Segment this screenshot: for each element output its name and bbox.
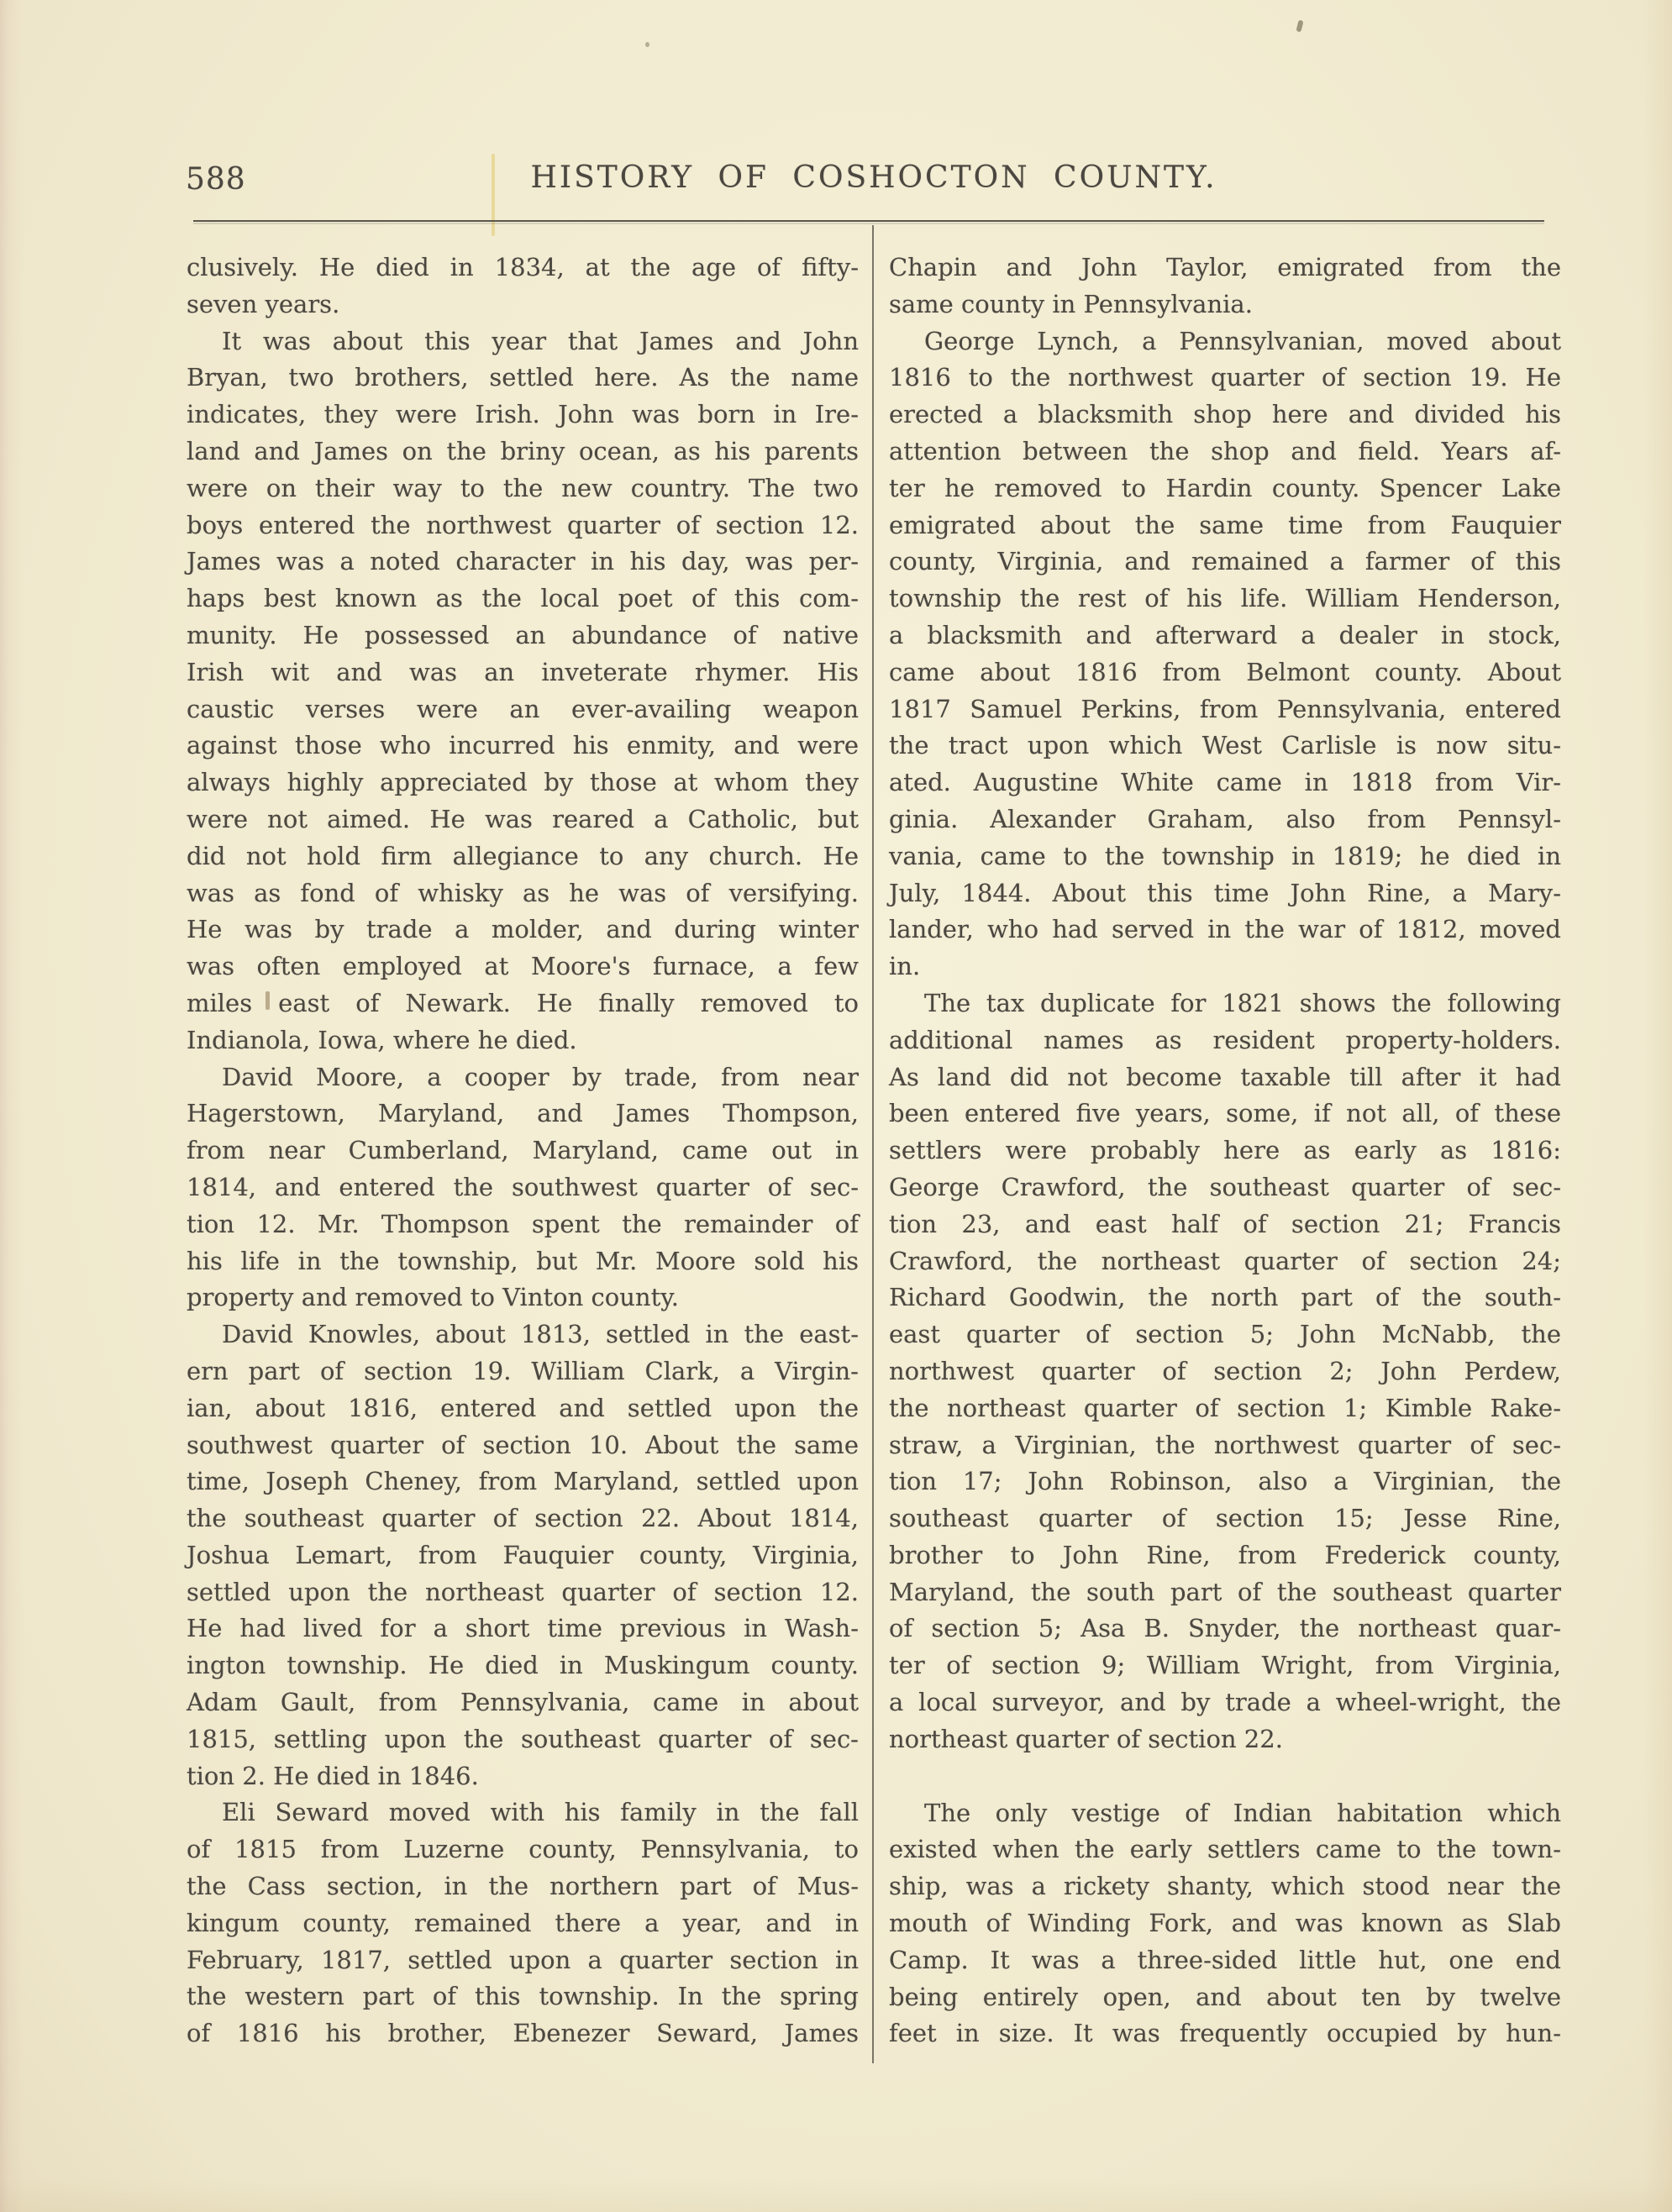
text-line: northeast quarter of section 22. bbox=[889, 1724, 1283, 1753]
text-line: of 1816 his brother, Ebenezer Seward, James bbox=[187, 2019, 859, 2048]
text-line: He had lived for a short time previous in Wash- bbox=[187, 1614, 859, 1643]
text-line: boys entered the northwest quarter of section 12. bbox=[187, 510, 859, 539]
text-line: James was a noted character in his day, was per- bbox=[187, 547, 859, 576]
text-line: 1815, settling upon the southeast quarter of sec- bbox=[187, 1724, 859, 1753]
text-line: ginia. Alexander Graham, also from Pennsyl- bbox=[889, 804, 1561, 833]
text-line: county, Virginia, and remained a farmer of this bbox=[889, 547, 1561, 576]
text-line: was as fond of whisky as he was of versifying. bbox=[187, 878, 859, 907]
text-line: David Knowles, about 1813, settled in the east- bbox=[222, 1320, 859, 1349]
text-line: tion 2. He died in 1846. bbox=[187, 1761, 479, 1790]
text-line: miles east of Newark. He finally removed to bbox=[187, 988, 859, 1017]
text-line: 1816 to the northwest quarter of section 19. He bbox=[889, 363, 1561, 392]
paragraph bbox=[187, 1794, 859, 2052]
text-line: Crawford, the northeast quarter of section 24; bbox=[889, 1246, 1561, 1275]
text-line: a local surveyor, and by trade a wheel-wright, the bbox=[889, 1688, 1561, 1717]
text-line: the southeast quarter of section 22. About 1814, bbox=[187, 1504, 859, 1533]
text-line: ter he removed to Hardin county. Spencer Lake bbox=[889, 473, 1561, 502]
text-line: the Cass section, in the northern part of Mus- bbox=[187, 1872, 859, 1901]
text-line: same county in Pennsylvania. bbox=[889, 289, 1253, 318]
text-line: Richard Goodwin, the north part of the south- bbox=[889, 1283, 1561, 1312]
text-line: The tax duplicate for 1821 shows the following bbox=[924, 988, 1561, 1017]
text-line: Chapin and John Taylor, emigrated from the bbox=[889, 253, 1561, 281]
text-line: George Crawford, the southeast quarter of sec- bbox=[889, 1172, 1561, 1201]
header-rule bbox=[193, 220, 1544, 222]
text-line: southwest quarter of section 10. About the same bbox=[187, 1430, 859, 1459]
paragraph bbox=[889, 250, 1561, 323]
text-line: property and removed to Vinton county. bbox=[187, 1283, 679, 1312]
text-line: As land did not become taxable till after it had bbox=[889, 1062, 1561, 1091]
text-line: 1814, and entered the southwest quarter of sec- bbox=[187, 1172, 859, 1201]
text-line: caustic verses were an ever-availing weapon bbox=[187, 694, 859, 723]
text-line: the northeast quarter of section 1; Kimble Rake- bbox=[889, 1393, 1561, 1422]
text-line: ington township. He died in Muskingum county. bbox=[187, 1651, 859, 1680]
text-line: Camp. It was a three-sided little hut, one end bbox=[889, 1945, 1561, 1974]
text-line: his life in the township, but Mr. Moore sold his bbox=[187, 1246, 859, 1275]
text-line: southeast quarter of section 15; Jesse Rine, bbox=[889, 1504, 1561, 1533]
text-line: George Lynch, a Pennsylvanian, moved about bbox=[924, 326, 1561, 355]
text-line: Maryland, the south part of the southeast quarter bbox=[889, 1577, 1561, 1606]
text-line: did not hold firm allegiance to any church. He bbox=[187, 841, 859, 870]
text-line: ter of section 9; William Wright, from Virginia, bbox=[889, 1651, 1561, 1680]
text-line: indicates, they were Irish. John was born in Ire- bbox=[187, 400, 859, 429]
text-line: Bryan, two brothers, settled here. As the name bbox=[187, 363, 859, 392]
text-line: Adam Gault, from Pennsylvania, came in about bbox=[187, 1688, 859, 1717]
text-line: mouth of Winding Fork, and was known as Slab bbox=[889, 1909, 1561, 1938]
text-line: kingum county, remained there a year, and in bbox=[187, 1908, 859, 1937]
text-line: clusively. He died in 1834, at the age of fifty- bbox=[187, 253, 859, 281]
page-number: 588 bbox=[186, 162, 246, 197]
text-line: tion 17; John Robinson, also a Virginian, the bbox=[889, 1467, 1561, 1496]
paragraph bbox=[187, 1059, 859, 1317]
text-line: township the rest of his life. William Henderson, bbox=[889, 584, 1561, 613]
text-line: munity. He possessed an abundance of native bbox=[187, 620, 859, 649]
text-line: David Moore, a cooper by trade, from near bbox=[222, 1062, 859, 1091]
text-line: against those who incurred his enmity, and were bbox=[187, 731, 859, 760]
text-line: He was by trade a molder, and during winter bbox=[187, 915, 859, 944]
text-line: came about 1816 from Belmont county. About bbox=[889, 657, 1561, 686]
text-line: being entirely open, and about ten by twelve bbox=[889, 1982, 1561, 2011]
text-line: been entered five years, some, if not all, of these bbox=[889, 1099, 1561, 1128]
text-line: feet in size. It was frequently occupied by hun- bbox=[889, 2019, 1561, 2048]
text-line: Eli Seward moved with his family in the fall bbox=[222, 1798, 859, 1827]
right-text-column bbox=[889, 250, 1561, 2052]
text-line: settled upon the northeast quarter of section 12. bbox=[187, 1577, 859, 1606]
paragraph bbox=[187, 323, 859, 1059]
text-line: the western part of this township. In the spring bbox=[187, 1982, 859, 2011]
scan-speck bbox=[1296, 19, 1303, 32]
text-line: Indianola, Iowa, where he died. bbox=[187, 1025, 577, 1054]
text-line: straw, a Virginian, the northwest quarter of sec- bbox=[889, 1430, 1561, 1459]
text-line: lander, who had served in the war of 1812, moved bbox=[889, 915, 1561, 944]
text-line: of section 5; Asa B. Snyder, the northeast quar- bbox=[889, 1614, 1561, 1643]
text-line: July, 1844. About this time John Rine, a Mary- bbox=[889, 878, 1561, 907]
scan-speck bbox=[645, 42, 649, 47]
text-line: time, Joseph Cheney, from Maryland, settled upon bbox=[187, 1467, 859, 1496]
text-line: 1817 Samuel Perkins, from Pennsylvania, entered bbox=[889, 694, 1561, 723]
text-line: emigrated about the same time from Fauquier bbox=[889, 510, 1561, 539]
text-line: was often employed at Moore's furnace, a few bbox=[187, 952, 859, 981]
text-line: additional names as resident property-holders. bbox=[889, 1025, 1561, 1054]
text-line: east quarter of section 5; John McNabb, the bbox=[889, 1320, 1561, 1349]
text-line: The only vestige of Indian habitation which bbox=[924, 1798, 1561, 1827]
text-line: were not aimed. He was reared a Catholic, but bbox=[187, 804, 859, 833]
text-line: ern part of section 19. William Clark, a Virgin- bbox=[187, 1356, 859, 1385]
column-divider bbox=[872, 225, 874, 2063]
text-line: always highly appreciated by those at whom they bbox=[187, 768, 859, 797]
text-line: in. bbox=[889, 952, 921, 981]
text-line: were on their way to the new country. The two bbox=[187, 473, 859, 502]
paragraph bbox=[187, 1316, 859, 1794]
paragraph bbox=[889, 1795, 1561, 2053]
text-line: of 1815 from Luzerne county, Pennsylvania, to bbox=[187, 1835, 859, 1864]
paragraph bbox=[889, 323, 1561, 985]
text-line: brother to John Rine, from Frederick county, bbox=[889, 1540, 1561, 1569]
text-line: seven years. bbox=[187, 289, 340, 318]
text-line: the tract upon which West Carlisle is now situ- bbox=[889, 731, 1561, 760]
text-line: tion 12. Mr. Thompson spent the remainder of bbox=[187, 1209, 859, 1238]
text-line: erected a blacksmith shop here and divided his bbox=[889, 400, 1561, 429]
left-text-column bbox=[187, 250, 859, 2052]
text-line: Joshua Lemart, from Fauquier county, Virginia, bbox=[187, 1540, 859, 1569]
text-line: existed when the early settlers came to the town- bbox=[889, 1835, 1561, 1864]
text-line: ated. Augustine White came in 1818 from Vir- bbox=[889, 768, 1561, 797]
text-line: a blacksmith and afterward a dealer in stock, bbox=[889, 620, 1561, 649]
text-line: from near Cumberland, Maryland, came out in bbox=[187, 1136, 859, 1165]
text-line: February, 1817, settled upon a quarter section in bbox=[187, 1945, 859, 1974]
paragraph bbox=[187, 250, 859, 323]
paragraph bbox=[889, 985, 1561, 1758]
text-line: ian, about 1816, entered and settled upon the bbox=[187, 1393, 859, 1422]
text-line: haps best known as the local poet of this com- bbox=[187, 584, 859, 613]
text-line: tion 23, and east half of section 21; Francis bbox=[889, 1209, 1561, 1238]
text-line: Irish wit and was an inveterate rhymer. His bbox=[187, 657, 859, 686]
text-line: It was about this year that James and John bbox=[222, 326, 859, 355]
text-line: northwest quarter of section 2; John Perdew, bbox=[889, 1356, 1561, 1385]
text-line: attention between the shop and field. Years af- bbox=[889, 436, 1561, 465]
text-line: vania, came to the township in 1819; he died in bbox=[889, 841, 1561, 870]
text-line: ship, was a rickety shanty, which stood near the bbox=[889, 1872, 1561, 1901]
text-line: land and James on the briny ocean, as his parents bbox=[187, 436, 859, 465]
text-line: settlers were probably here as early as 1816: bbox=[889, 1136, 1561, 1165]
text-line: Hagerstown, Maryland, and James Thompson, bbox=[187, 1099, 859, 1128]
page-header-title: HISTORY OF COSHOCTON COUNTY. bbox=[530, 160, 1217, 195]
